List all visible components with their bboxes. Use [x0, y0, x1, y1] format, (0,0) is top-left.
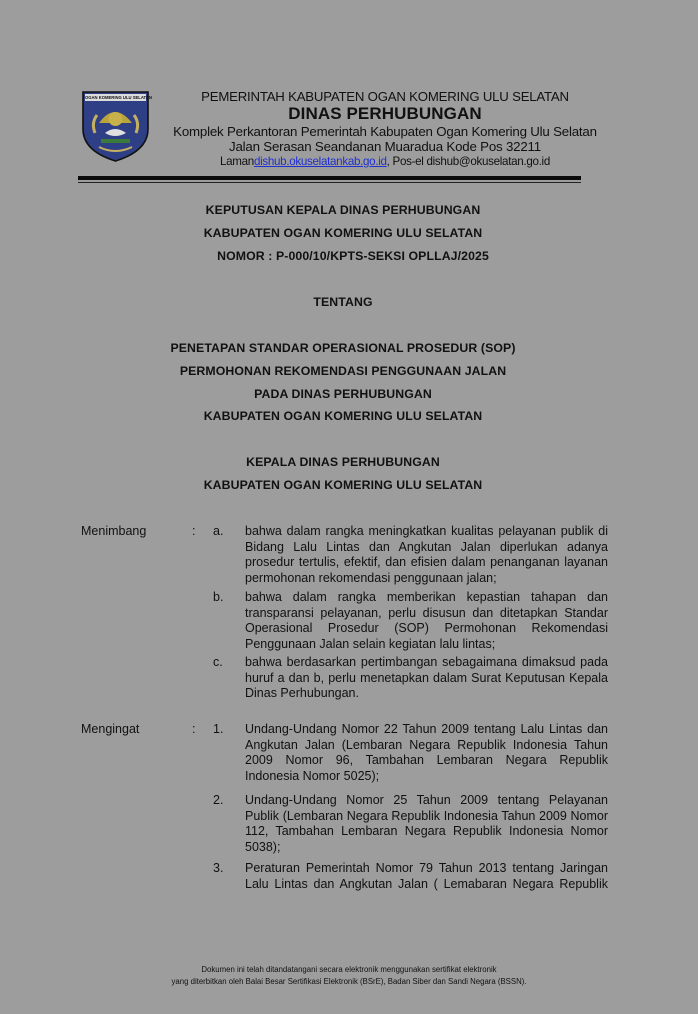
mengingat-marker-1: 1.	[213, 722, 224, 736]
mengingat-label: Mengingat	[81, 722, 140, 736]
mengingat-item-2: Undang-Undang Nomor 25 Tahun 2009 tentang Pelayanan Publik (Lembaran Negara Republik Indonesia Tahun 2009 Nomor 112, Tambahan Lembaran Negara Republik Indonesia Nomor 5038);	[245, 793, 608, 854]
decree-number: NOMOR : P-000/10/KPTS-SEKSI OPLLAJ/2025	[217, 249, 489, 263]
subject-line-4: KABUPATEN OGAN KOMERING ULU SELATAN	[203, 409, 483, 423]
government-name: PEMERINTAH KABUPATEN OGAN KOMERING ULU SELATAN	[201, 89, 569, 104]
menimbang-item-b: bahwa dalam rangka memberikan kepastian tahapan dan transparansi pelayanan, perlu disusun dan ditetapkan Standar Operasional Prosedur (SOP) Permohonan Rekomendasi Penggunaan Jalan selain kegiatan lalu lintas;	[245, 590, 608, 651]
menimbang-item-a: bahwa dalam rangka meningkatkan kualitas pelayanan publik di Bidang Lalu Lintas dan Angkutan Jalan diperlukan adanya prosedur tertulis, efektif, dan efisien dalam penanganan layanan permohonan rekomendasi penggunaan jalan;	[245, 524, 608, 585]
subject-line-2: PERMOHONAN REKOMENDASI PENGGUNAAN JALAN	[179, 364, 507, 378]
mengingat-colon: :	[192, 722, 196, 736]
menimbang-marker-c: c.	[213, 655, 223, 669]
menimbang-item-c: bahwa berdasarkan pertimbangan sebagaimana dimaksud pada huruf a dan b, perlu menetapkan dalam Surat Keputusan Kepala Dinas Perhubungan.	[245, 655, 608, 700]
e-signature-note-2: yang diterbitkan oleh Balai Besar Sertifikasi Elektronik (BSrE), Badan Siber dan Sandi Negara (BSSN).	[171, 977, 527, 986]
office-address: Komplek Perkantoran Pemerintah Kabupaten Ogan Komering Ulu Selatan	[173, 124, 597, 139]
street-address: Jalan Serasan Seandanan Muaradua Kode Pos 32211	[229, 139, 541, 154]
email-text: , Pos-el dishub@okuselatan.go.id	[386, 155, 550, 168]
menimbang-colon: :	[192, 524, 196, 538]
tentang-heading: TENTANG	[313, 295, 373, 309]
contact-line	[160, 155, 610, 168]
letterhead-rule-thick	[78, 176, 581, 180]
letterhead-rule-thin	[78, 182, 581, 183]
menimbang-marker-a: a.	[213, 524, 224, 538]
subject-line-1: PENETAPAN STANDAR OPERASIONAL PROSEDUR (SOP)	[170, 341, 516, 355]
regency-logo	[79, 89, 152, 163]
mengingat-item-1: Undang-Undang Nomor 22 Tahun 2009 tentang Lalu Lintas dan Angkutan Jalan (Lembaran Negara Republik Indonesia Tahun 2009 Nomor 96, Tambahan Lembaran Negara Republik Indonesia Nomor 5025);	[245, 722, 608, 783]
menimbang-label: Menimbang	[81, 524, 147, 538]
web-label: Laman	[220, 155, 254, 168]
e-signature-note-1: Dokumen ini telah ditandatangani secara elektronik menggunakan sertifikat elektronik	[201, 965, 497, 974]
mengingat-marker-2: 2.	[213, 793, 224, 807]
official-title: KEPALA DINAS PERHUBUNGAN	[246, 455, 440, 469]
logo-text: OGAN KOMERING ULU SELATAN	[85, 94, 152, 100]
decree-title: KEPUTUSAN KEPALA DINAS PERHUBUNGAN	[205, 203, 481, 217]
website-link[interactable]: dishub.okuselatankab.go.id	[253, 155, 387, 168]
mengingat-item-3: Peraturan Pemerintah Nomor 79 Tahun 2013 tentang Jaringan Lalu Lintas dan Angkutan Jalan ( Lemabaran Negara Republik	[245, 861, 608, 891]
mengingat-marker-3: 3.	[213, 861, 224, 875]
agency-name: DINAS PERHUBUNGAN	[288, 104, 482, 123]
subject-line-3: PADA DINAS PERHUBUNGAN	[254, 387, 432, 401]
official-regency: KABUPATEN OGAN KOMERING ULU SELATAN	[203, 478, 483, 492]
decree-regency: KABUPATEN OGAN KOMERING ULU SELATAN	[203, 226, 483, 240]
menimbang-marker-b: b.	[213, 590, 224, 604]
